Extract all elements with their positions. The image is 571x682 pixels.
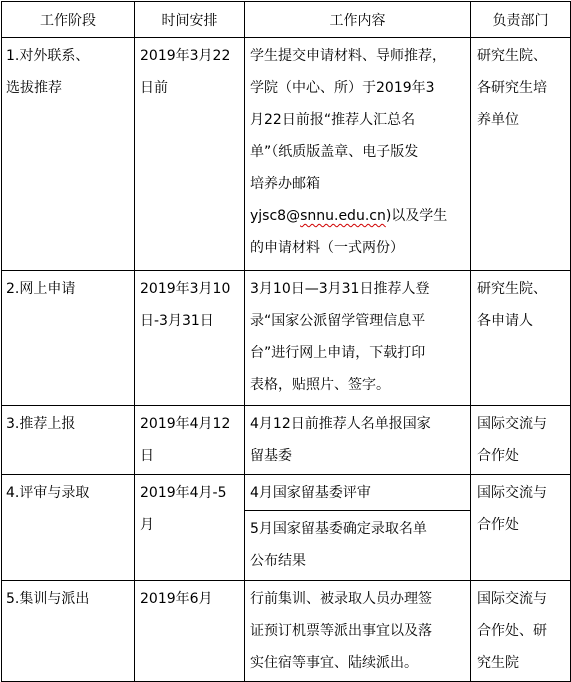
dept-cell: [471, 38, 571, 271]
time-cell: [135, 271, 245, 406]
content-cell: [245, 271, 471, 406]
email-prefix: yjsc8@: [250, 208, 301, 224]
content-text: 学院（中心、所）于2019年3: [250, 80, 435, 96]
table-row: [2, 271, 571, 406]
header-row: [2, 2, 571, 38]
time-text: 日前: [140, 80, 168, 96]
dept-text: 国际交流与: [477, 416, 547, 432]
stage-text: 2.网上申请: [6, 281, 76, 297]
content-cell: [245, 581, 471, 682]
dept-text: 合作处、研: [477, 623, 547, 639]
stage-text: 选拔推荐: [6, 80, 62, 96]
stage-cell: [2, 475, 135, 581]
content-text: 4月国家留基委评审: [250, 485, 371, 501]
time-text: 2019年3月10: [140, 281, 231, 297]
content-text: 3月10日—3月31日推荐人登: [250, 281, 430, 297]
stage-cell: [2, 38, 135, 271]
dept-text: 各研究生培: [477, 80, 547, 96]
time-cell: [135, 581, 245, 682]
content-text: 表格，贴照片、签字。: [250, 377, 390, 393]
dept-text: 究生院: [477, 655, 519, 671]
header-dept: 负责部门: [471, 2, 571, 38]
content-text: 培养办邮箱: [250, 176, 320, 192]
email-line: [250, 200, 468, 232]
time-text: 日-3月31日: [140, 313, 214, 329]
content-cell: [245, 511, 471, 581]
dept-text: 国际交流与: [477, 485, 547, 501]
dept-text: 合作处: [477, 517, 519, 533]
table-row: [2, 406, 571, 475]
schedule-table: [1, 1, 571, 682]
content-text: 5月国家留基委确定录取名单: [250, 521, 427, 537]
stage-cell: [2, 581, 135, 682]
email-domain: snnu.edu.cn: [300, 208, 386, 224]
dept-cell: [471, 271, 571, 406]
content-text: 行前集训、被录取人员办理签: [250, 591, 432, 607]
dept-cell: [471, 581, 571, 682]
table-row: [2, 581, 571, 682]
content-cell: [245, 38, 471, 271]
time-text: 月: [140, 517, 154, 533]
stage-cell: [2, 271, 135, 406]
dept-text: 研究生院、: [477, 281, 547, 297]
content-text: 学生提交申请材料、导师推荐，: [250, 48, 446, 64]
time-text: 2019年3月22: [140, 48, 231, 64]
dept-text: 养单位: [477, 112, 519, 128]
content-text: 的申请材料（一式两份）: [250, 240, 404, 256]
dept-text: 研究生院、: [477, 48, 547, 64]
content-text: 证预订机票等派出事宜以及落: [250, 623, 432, 639]
stage-cell: [2, 406, 135, 475]
content-text: 公布结果: [250, 553, 306, 569]
time-text: 2019年4月12: [140, 416, 231, 432]
content-text: 4月12日前推荐人名单报国家: [250, 416, 431, 432]
time-cell: [135, 38, 245, 271]
content-cell: [245, 475, 471, 511]
content-text: 录“国家公派留学管理信息平: [250, 313, 426, 329]
content-text: 月22日前报“推荐人汇总名: [250, 112, 416, 128]
stage-text: 4.评审与录取: [6, 485, 90, 501]
time-text: 2019年6月: [140, 591, 213, 607]
header-stage: 工作阶段: [2, 2, 135, 38]
header-time: 时间安排: [135, 2, 245, 38]
dept-text: 各申请人: [477, 313, 533, 329]
dept-text: 国际交流与: [477, 591, 547, 607]
stage-text: 3.推荐上报: [6, 416, 76, 432]
dept-cell: [471, 475, 571, 581]
time-cell: [135, 406, 245, 475]
content-text: 实住宿等事宜、陆续派出。: [250, 655, 418, 671]
content-cell: [245, 406, 471, 475]
dept-cell: [471, 406, 571, 475]
stage-text: 1.对外联系、: [6, 48, 90, 64]
dept-text: 合作处: [477, 448, 519, 464]
content-text: 留基委: [250, 448, 292, 464]
header-content: 工作内容: [245, 2, 471, 38]
stage-text: 5.集训与派出: [6, 591, 90, 607]
time-cell: [135, 475, 245, 581]
email-suffix: )以及学生: [385, 208, 448, 224]
time-text: 2019年4月-5: [140, 485, 227, 501]
time-text: 日: [140, 448, 154, 464]
table-row: [2, 475, 571, 511]
table-row: [2, 38, 571, 271]
content-text: 台”进行网上申请，下载打印: [250, 345, 426, 361]
content-text: 单”（纸质版盖章、电子版发: [250, 144, 419, 160]
